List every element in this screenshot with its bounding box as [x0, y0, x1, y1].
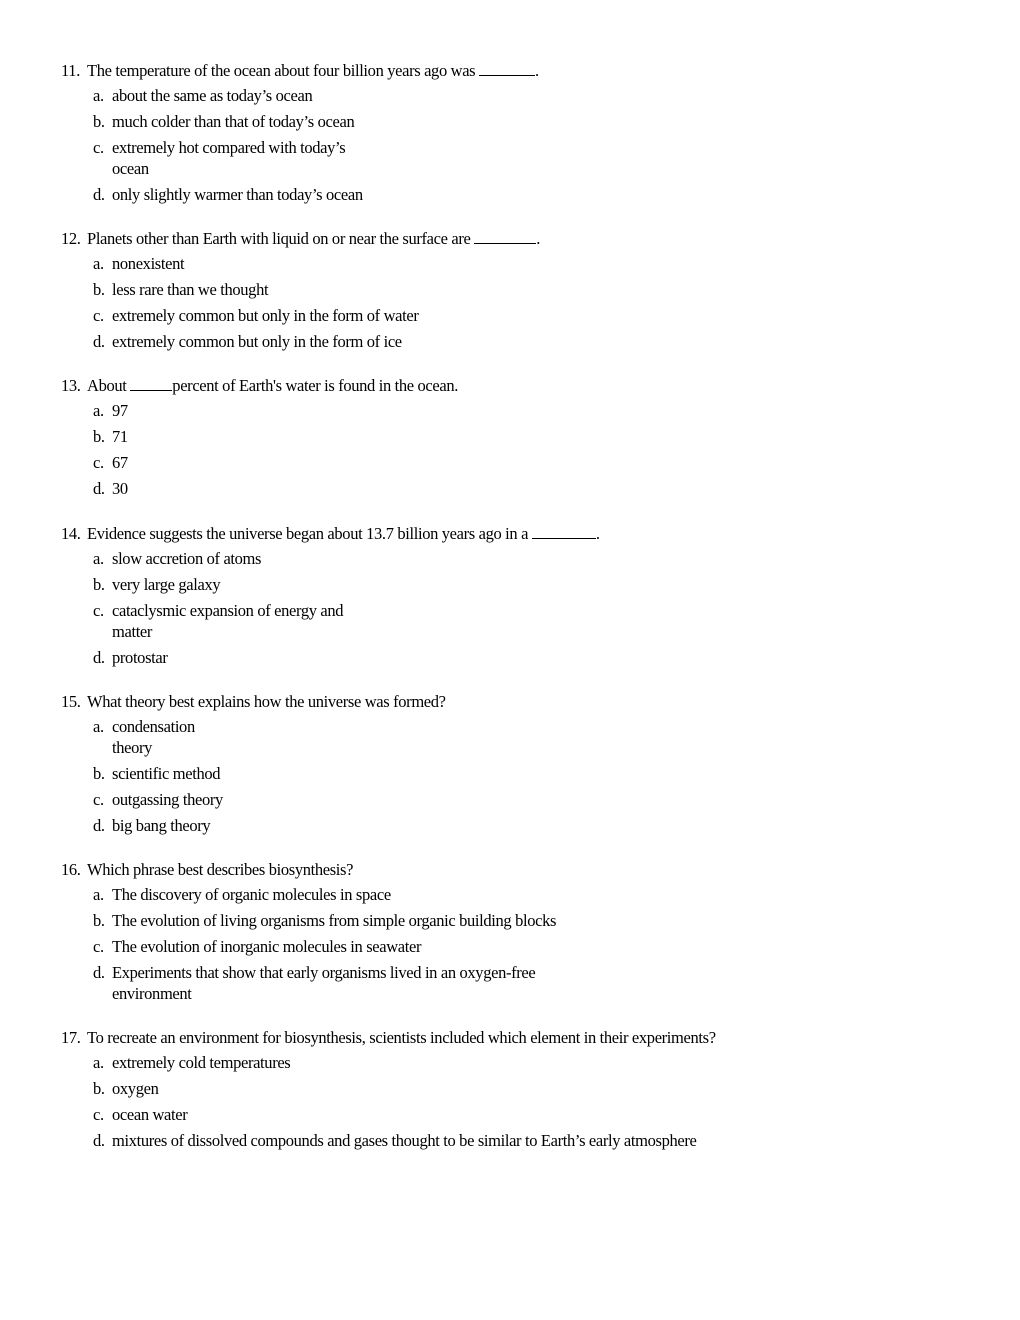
option-letter: b.	[93, 911, 105, 930]
question-number: 17.	[61, 1028, 81, 1047]
options-list	[61, 85, 981, 205]
options-list	[61, 884, 981, 1004]
option-letter: c.	[93, 601, 104, 620]
answer-blank	[474, 229, 536, 244]
option-b[interactable]	[61, 111, 981, 132]
option-text: The evolution of inorganic molecules in seawater	[112, 937, 422, 956]
options-list	[61, 253, 981, 352]
question-11	[61, 61, 981, 210]
option-text: The evolution of living organisms from simple organic building blocks	[112, 911, 557, 930]
stem-text-after: percent of Earth's water is found in the ocean.	[172, 376, 458, 395]
answer-blank	[130, 376, 172, 391]
option-c[interactable]	[61, 137, 981, 179]
option-c[interactable]	[61, 452, 981, 473]
stem-text: To recreate an environment for biosynthesis, scientists included which element in their experiments?	[87, 1028, 716, 1047]
option-letter: a.	[93, 549, 104, 568]
question-stem	[61, 376, 981, 396]
option-letter: a.	[93, 254, 104, 273]
question-stem	[61, 692, 981, 712]
option-a[interactable]	[61, 716, 981, 758]
option-text: oxygen	[112, 1079, 159, 1098]
option-letter: a.	[93, 717, 104, 736]
option-letter: a.	[93, 1053, 104, 1072]
option-c[interactable]	[61, 1104, 981, 1125]
option-letter: b.	[93, 427, 105, 446]
option-b[interactable]	[61, 1078, 981, 1099]
option-text: very large galaxy	[112, 575, 221, 594]
option-text: 97	[112, 401, 128, 420]
stem-text-after: .	[536, 229, 540, 248]
option-text: 71	[112, 427, 128, 446]
option-text: The discovery of organic molecules in space	[112, 885, 391, 904]
option-text: extremely common but only in the form of ice	[112, 332, 402, 351]
option-letter: c.	[93, 937, 104, 956]
option-letter: d.	[93, 648, 105, 667]
option-text: only slightly warmer than today’s ocean	[112, 185, 363, 204]
option-text: ocean water	[112, 1105, 188, 1124]
option-letter: c.	[93, 306, 104, 325]
question-number: 12.	[61, 229, 81, 248]
option-c[interactable]	[61, 936, 981, 957]
option-c[interactable]	[61, 305, 981, 326]
options-list	[61, 400, 981, 499]
question-number: 16.	[61, 860, 81, 879]
option-a[interactable]	[61, 884, 981, 905]
question-stem	[61, 61, 981, 81]
option-letter: b.	[93, 280, 105, 299]
stem-text: The temperature of the ocean about four billion years ago was	[87, 61, 476, 80]
option-text: 30	[112, 479, 128, 498]
options-list	[61, 1052, 981, 1151]
option-text: protostar	[112, 648, 168, 667]
option-letter: c.	[93, 138, 104, 157]
question-stem	[61, 1028, 981, 1048]
option-letter: b.	[93, 575, 105, 594]
option-text: outgassing theory	[112, 790, 223, 809]
options-list	[61, 548, 981, 668]
question-14	[61, 524, 981, 673]
question-number: 14.	[61, 524, 81, 543]
option-text: extremely cold temperatures	[112, 1053, 291, 1072]
option-text: about the same as today’s ocean	[112, 86, 313, 105]
question-13	[61, 376, 981, 504]
question-stem	[61, 229, 981, 249]
option-b[interactable]	[61, 426, 981, 447]
option-letter: b.	[93, 112, 105, 131]
option-text: mixtures of dissolved compounds and gases thought to be similar to Earth’s early atmosphere	[112, 1131, 697, 1150]
stem-text: About	[87, 376, 127, 395]
option-text: extremely hot compared with today’s ocean	[112, 138, 346, 178]
option-a[interactable]	[61, 548, 981, 569]
option-text: 67	[112, 453, 128, 472]
option-a[interactable]	[61, 1052, 981, 1073]
option-letter: b.	[93, 764, 105, 783]
option-text: cataclysmic expansion of energy and matter	[112, 601, 344, 641]
option-letter: a.	[93, 401, 104, 420]
option-a[interactable]	[61, 85, 981, 106]
answer-blank	[532, 524, 596, 539]
option-text: condensation theory	[112, 717, 195, 757]
stem-text-after: .	[535, 61, 539, 80]
option-letter: d.	[93, 332, 105, 351]
stem-text: Evidence suggests the universe began about 13.7 billion years ago in a	[87, 524, 529, 543]
option-letter: d.	[93, 963, 105, 982]
option-d[interactable]	[61, 815, 981, 836]
option-d[interactable]	[61, 478, 981, 499]
option-text: nonexistent	[112, 254, 185, 273]
stem-text: Which phrase best describes biosynthesis?	[87, 860, 354, 879]
option-letter: d.	[93, 185, 105, 204]
option-d[interactable]	[61, 647, 981, 668]
stem-text: What theory best explains how the universe was formed?	[87, 692, 446, 711]
stem-text: Planets other than Earth with liquid on or near the surface are	[87, 229, 471, 248]
question-16	[61, 860, 981, 1009]
option-d[interactable]	[61, 1130, 981, 1151]
option-letter: d.	[93, 1131, 105, 1150]
option-letter: d.	[93, 479, 105, 498]
option-text: slow accretion of atoms	[112, 549, 262, 568]
question-12	[61, 229, 981, 357]
question-stem	[61, 860, 981, 880]
answer-blank	[479, 61, 535, 76]
question-number: 13.	[61, 376, 81, 395]
option-letter: c.	[93, 1105, 104, 1124]
question-17	[61, 1028, 981, 1156]
option-a[interactable]	[61, 400, 981, 421]
option-text: extremely common but only in the form of water	[112, 306, 419, 325]
option-letter: b.	[93, 1079, 105, 1098]
question-stem	[61, 524, 981, 544]
option-text: big bang theory	[112, 816, 211, 835]
option-d[interactable]	[61, 331, 981, 352]
stem-text-after: .	[595, 524, 600, 543]
option-a[interactable]	[61, 253, 981, 274]
question-number: 15.	[61, 692, 81, 711]
option-b[interactable]	[61, 763, 981, 784]
option-text: scientific method	[112, 764, 221, 783]
option-b[interactable]	[61, 910, 981, 931]
question-number: 11.	[61, 61, 80, 80]
option-d[interactable]	[61, 962, 981, 1004]
option-text: much colder than that of today’s ocean	[112, 112, 355, 131]
option-c[interactable]	[61, 600, 981, 642]
option-c[interactable]	[61, 789, 981, 810]
option-text: less rare than we thought	[112, 280, 269, 299]
option-d[interactable]	[61, 184, 981, 205]
option-letter: c.	[93, 790, 104, 809]
option-b[interactable]	[61, 279, 981, 300]
option-letter: c.	[93, 453, 104, 472]
option-b[interactable]	[61, 574, 981, 595]
option-letter: d.	[93, 816, 105, 835]
options-list	[61, 716, 981, 836]
option-letter: a.	[93, 86, 104, 105]
option-text: Experiments that show that early organisms lived in an oxygen-free environment	[112, 963, 536, 1003]
question-15	[61, 692, 981, 841]
option-letter: a.	[93, 885, 104, 904]
